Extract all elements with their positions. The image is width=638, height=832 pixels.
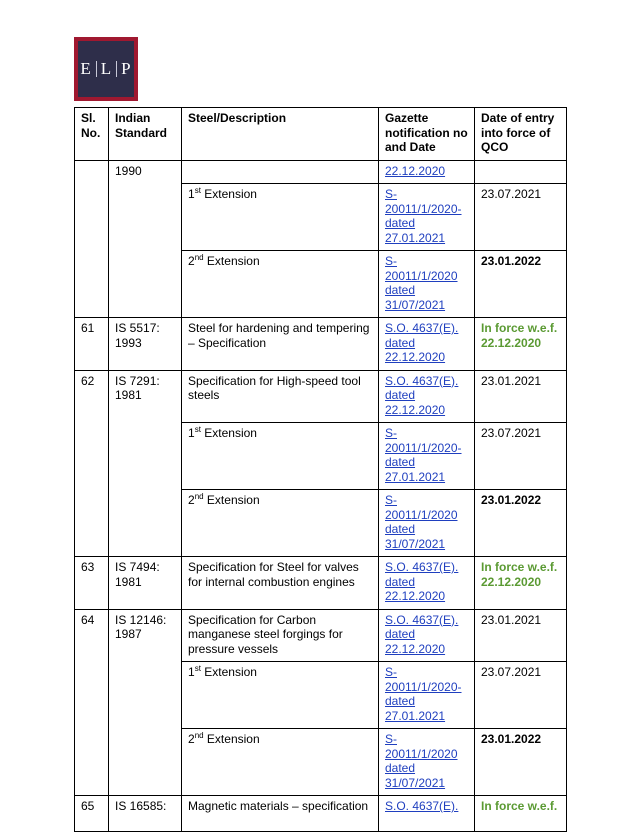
cell-description: 2nd Extension — [182, 729, 379, 796]
cell-gazette — [379, 662, 475, 729]
cell-standard: IS 5517: 1993 — [109, 318, 182, 371]
logo-divider — [116, 61, 117, 77]
gazette-link[interactable]: S-20011/1/2020-dated 27.01.2021 — [385, 187, 462, 245]
gazette-link[interactable]: S.O. 4637(E). dated 22.12.2020 — [385, 321, 459, 364]
gazette-link[interactable]: S.O. 4637(E). dated 22.12.2020 — [385, 373, 459, 417]
cell-description — [182, 160, 379, 184]
cell-description: Specification for Carbon manganese steel forgings for pressure vessels — [182, 609, 379, 662]
cell-entry-date: In force w.e.f. 22.12.2020 — [475, 557, 567, 610]
cell-entry-date: 23.01.2021 — [475, 370, 567, 423]
cell-entry-date: In force w.e.f. 22.12.2020 — [475, 318, 567, 371]
cell-entry-date: 23.01.2022 — [475, 729, 567, 796]
cell-description: 1st Extension — [182, 662, 379, 729]
cell-entry-date: 23.01.2021 — [475, 609, 567, 662]
cell-sl: 63 — [75, 557, 109, 610]
cell-gazette — [379, 490, 475, 557]
cell-gazette — [379, 796, 475, 832]
cell-entry-date — [475, 160, 567, 184]
cell-gazette — [379, 251, 475, 318]
cell-sl: 65 — [75, 796, 109, 832]
cell-entry-date: 23.01.2022 — [475, 251, 567, 318]
cell-gazette — [379, 729, 475, 796]
cell-description: 2nd Extension — [182, 251, 379, 318]
cell-gazette — [379, 609, 475, 662]
cell-sl — [75, 160, 109, 318]
logo-divider — [96, 61, 97, 77]
cell-gazette — [379, 423, 475, 490]
cell-description: Magnetic materials – specification — [182, 796, 379, 832]
table-row — [75, 796, 567, 832]
cell-description: Specification for High-speed tool steels — [182, 370, 379, 423]
elp-logo-mark — [78, 41, 134, 97]
header-entry-date: Date of entry into force of QCO — [475, 108, 567, 161]
header-description: Steel/Description — [182, 108, 379, 161]
table-row — [75, 160, 567, 184]
table-row — [75, 557, 567, 610]
cell-description: Steel for hardening and tempering – Specification — [182, 318, 379, 371]
qco-steel-table — [74, 107, 567, 832]
cell-description: 1st Extension — [182, 184, 379, 251]
cell-standard: IS 16585: — [109, 796, 182, 832]
cell-sl: 61 — [75, 318, 109, 371]
cell-gazette — [379, 370, 475, 423]
gazette-link[interactable]: S.O. 4637(E). — [385, 799, 459, 813]
cell-entry-date: In force w.e.f. — [475, 796, 567, 832]
cell-standard: IS 7494: 1981 — [109, 557, 182, 610]
cell-standard: IS 12146: 1987 — [109, 609, 182, 796]
cell-description: Specification for Steel for valves for internal combustion engines — [182, 557, 379, 610]
gazette-link[interactable]: S.O. 4637(E). dated 22.12.2020 — [385, 612, 459, 656]
cell-description: 1st Extension — [182, 423, 379, 490]
logo-letter-l: L — [100, 59, 113, 78]
cell-gazette — [379, 318, 475, 371]
gazette-link[interactable]: S-20011/1/2020 dated 31/07/2021 — [385, 254, 458, 312]
logo-letter-e: E — [80, 59, 92, 78]
logo-letter-p: P — [121, 59, 132, 78]
table-row — [75, 318, 567, 371]
cell-entry-date: 23.07.2021 — [475, 423, 567, 490]
gazette-link[interactable]: S-20011/1/2020 dated 31/07/2021 — [385, 493, 458, 551]
table-row — [75, 609, 567, 662]
gazette-link[interactable]: S-20011/1/2020-dated 27.01.2021 — [385, 426, 462, 484]
cell-description: 2nd Extension — [182, 490, 379, 557]
header-sl-no: Sl. No. — [75, 108, 109, 161]
cell-sl: 62 — [75, 370, 109, 557]
cell-entry-date: 23.07.2021 — [475, 662, 567, 729]
gazette-link[interactable]: 22.12.2020 — [385, 163, 446, 178]
table-header-row — [75, 108, 567, 161]
cell-standard: 1990 — [109, 160, 182, 318]
cell-entry-date: 23.01.2022 — [475, 490, 567, 557]
gazette-link[interactable]: S.O. 4637(E). dated 22.12.2020 — [385, 560, 459, 603]
gazette-link[interactable]: S-20011/1/2020 dated 31/07/2021 — [385, 732, 458, 790]
elp-logo — [74, 37, 138, 101]
header-indian-standard: Indian Standard — [109, 108, 182, 161]
cell-gazette — [379, 184, 475, 251]
cell-gazette — [379, 160, 475, 184]
header-gazette: Gazette notification no and Date — [379, 108, 475, 161]
cell-entry-date: 23.07.2021 — [475, 184, 567, 251]
table-row — [75, 370, 567, 423]
cell-gazette — [379, 557, 475, 610]
cell-standard: IS 7291: 1981 — [109, 370, 182, 557]
gazette-link[interactable]: S-20011/1/2020-dated 27.01.2021 — [385, 665, 462, 723]
cell-sl: 64 — [75, 609, 109, 796]
